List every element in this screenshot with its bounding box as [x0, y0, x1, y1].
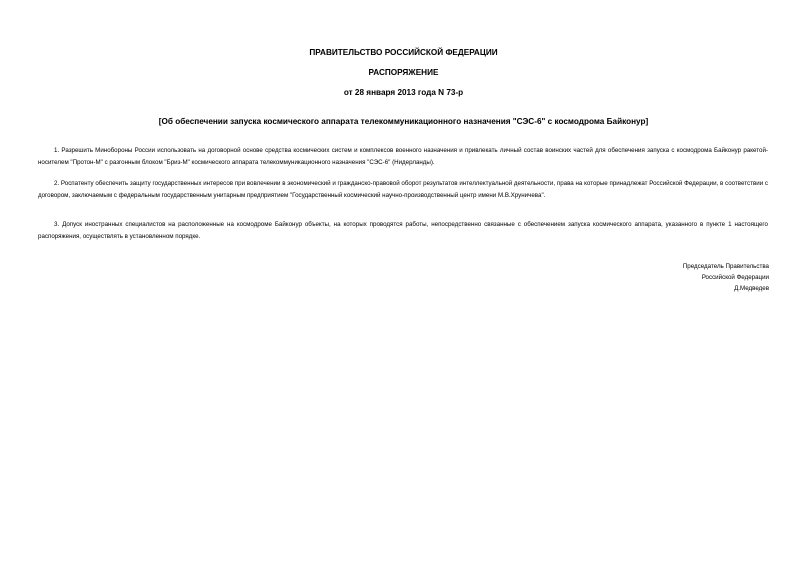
- document-title: [Об обеспечении запуска космического аппарата телекоммуникационного назначения "СЭС-6" с космодрома Байконур]: [158, 117, 649, 126]
- signatory-name: Д.Медведев: [734, 285, 769, 292]
- date-number-line: от 28 января 2013 года N 73-р: [343, 88, 464, 97]
- government-heading: ПРАВИТЕЛЬСТВО РОССИЙСКОЙ ФЕДЕРАЦИИ: [309, 48, 498, 57]
- paragraph-2-block: [38, 178, 768, 201]
- paragraph-2: 2. Роспатенту обеспечить защиту государственных интересов при вовлечении в экономический и гражданско-правовой оборот результатов интеллектуальной деятельности, права на которые принадлежат Российской Федерации, в соответствии с договором, заключаемым с федеральным государственным унитарным предприятием "Государственный космический научно-производственный центр имени М.В.Хруничева".: [38, 180, 768, 199]
- paragraph-1-block: [38, 145, 768, 168]
- document-type-heading: РАСПОРЯЖЕНИЕ: [368, 68, 439, 77]
- signatory-position-line1: Председатель Правительства: [682, 263, 769, 270]
- paragraph-3-block: [38, 219, 768, 242]
- signatory-position-line2: Российской Федерации: [701, 274, 769, 281]
- signature-block: [683, 261, 769, 294]
- paragraph-1: 1. Разрешить Минобороны России использовать на договорной основе средства космических систем и комплексов военного назначения и привлекать личный состав воинских частей для обеспечения запуска с космодрома Байконур ракетой-носителем "Протон-М" с разгонным блоком "Бриз-М" космического аппарата телекоммуникационного назначения "СЭС-6" (Нидерланды).: [38, 147, 768, 166]
- paragraph-3: 3. Допуск иностранных специалистов на расположенные на космодроме Байконур объекты, на которых проводятся работы, непосредственно связанные с обеспечением запуска космического аппарата, указанного в пункте 1 настоящего распоряжения, осуществлять в установленном порядке.: [38, 221, 768, 240]
